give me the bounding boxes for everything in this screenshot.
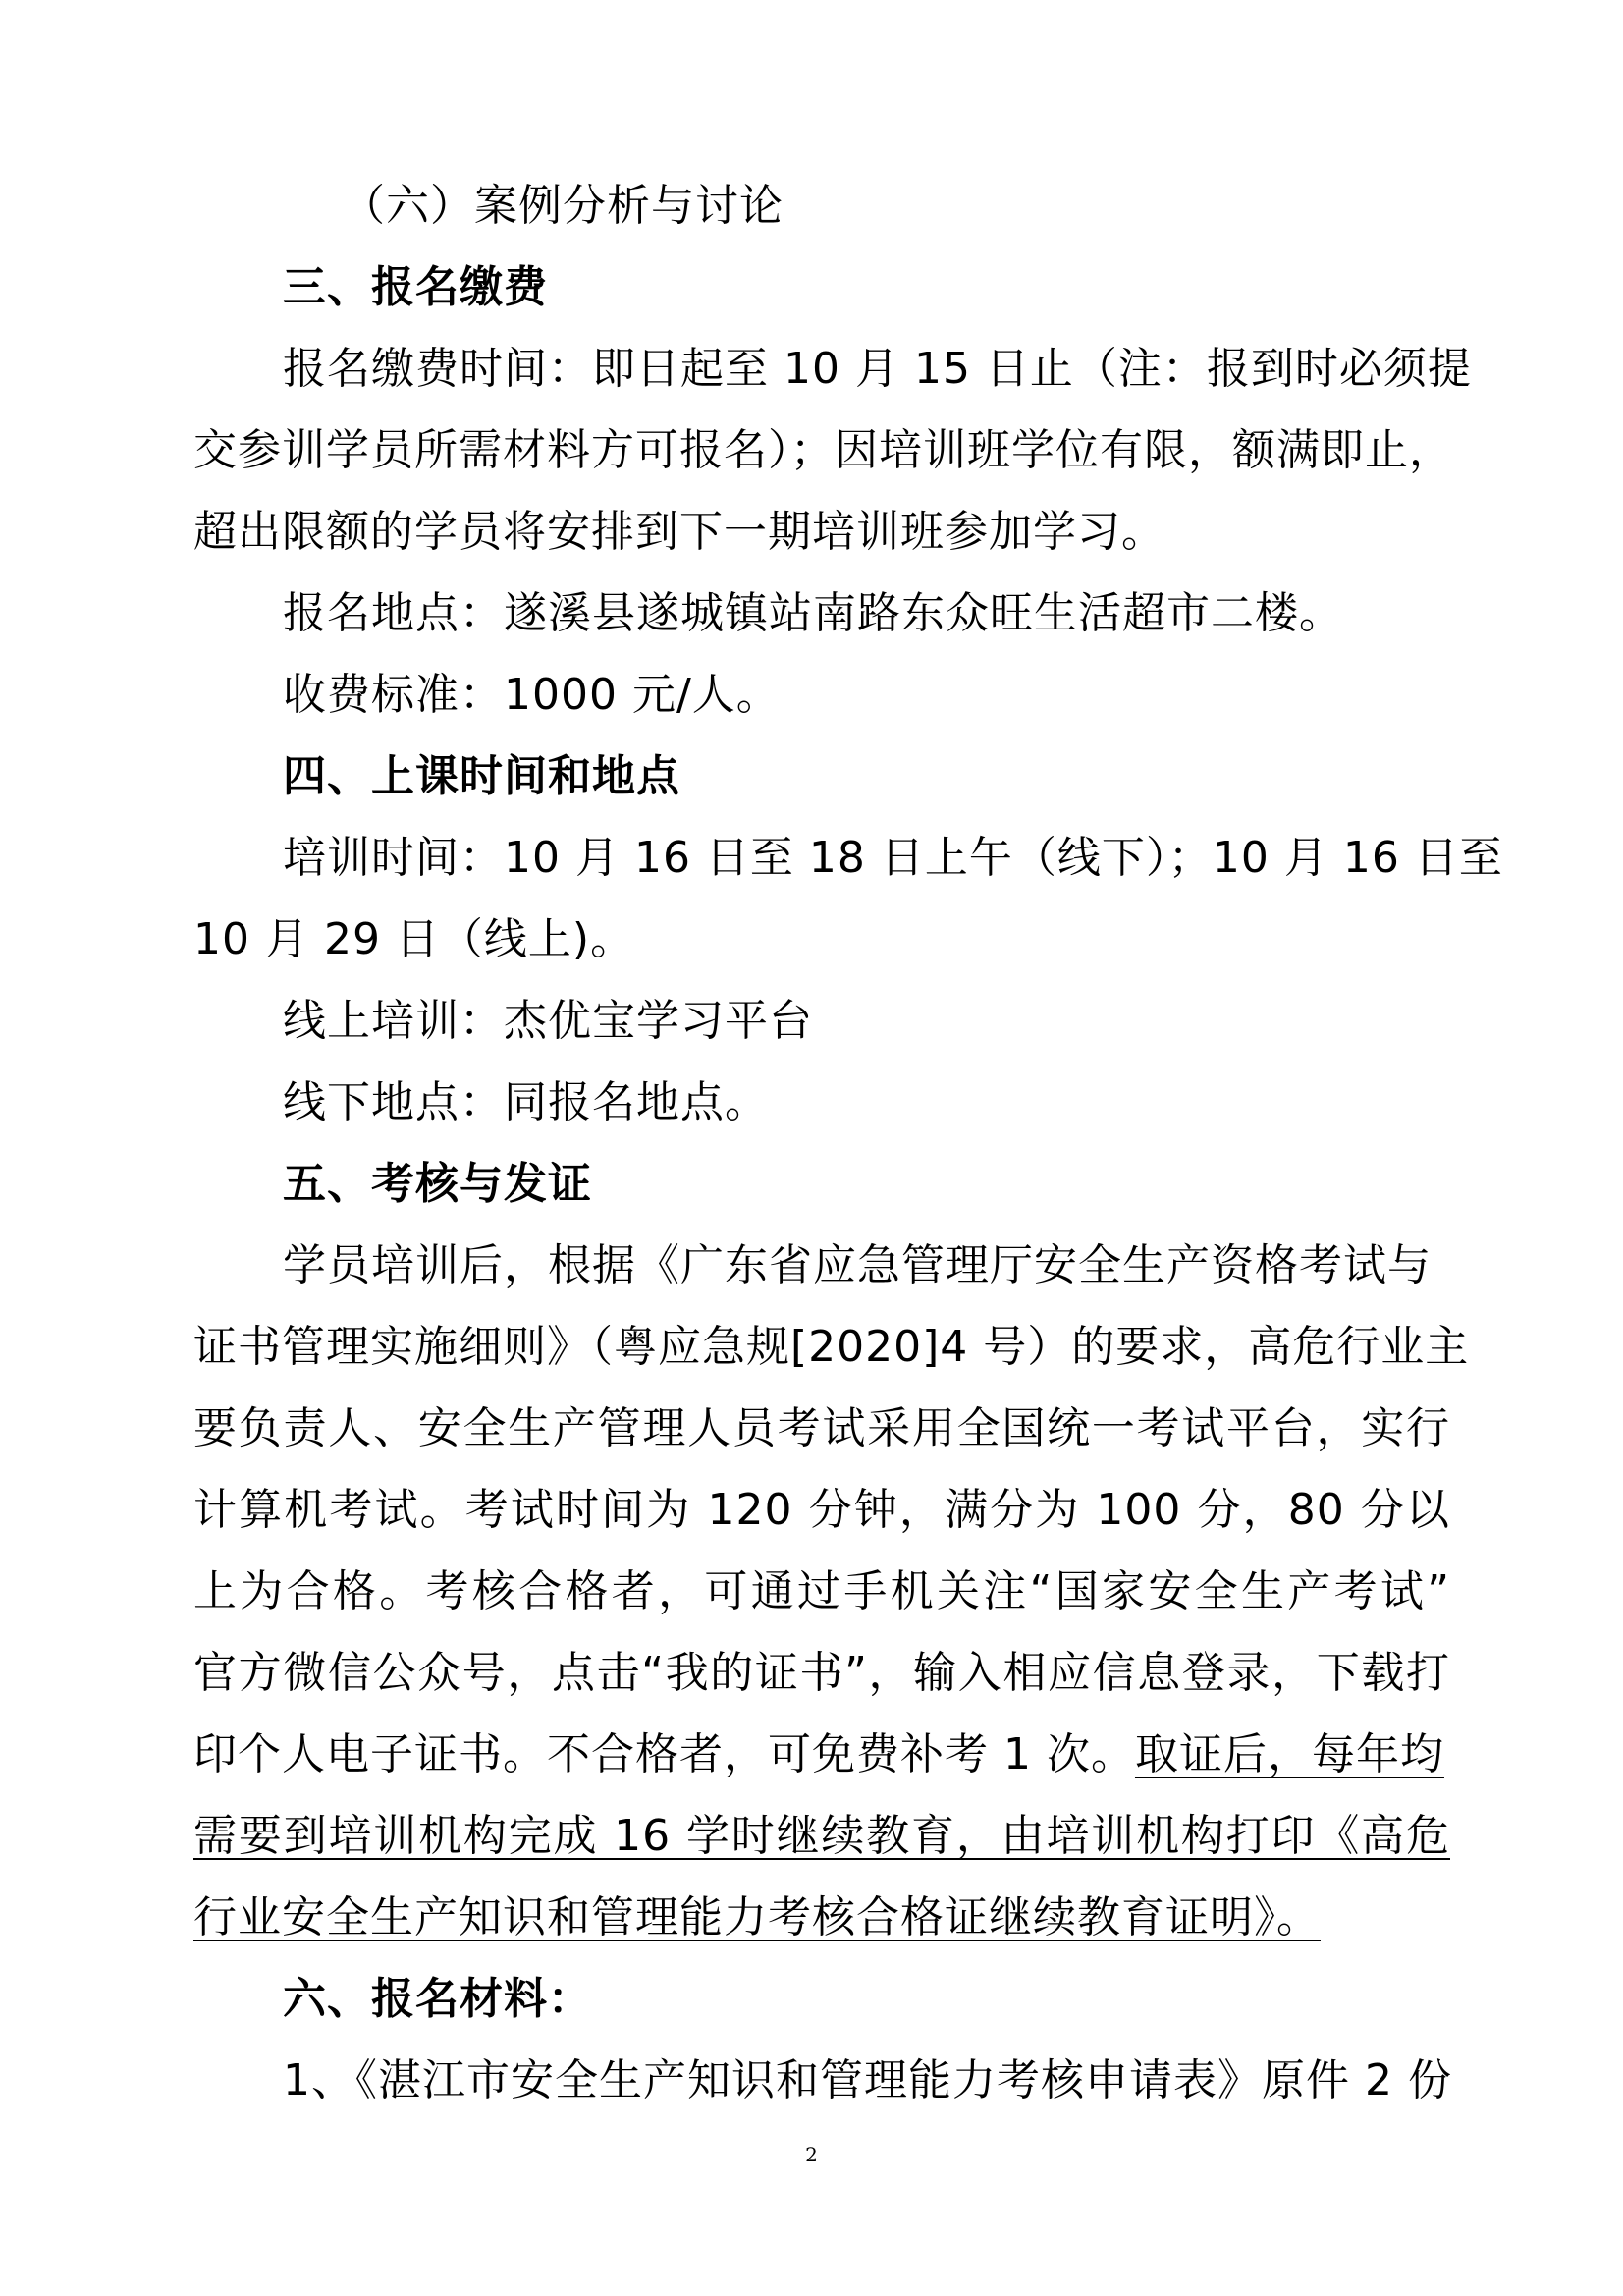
paragraph-line: 官方微信公众号，点击“我的证书”，输入相应信息登录，下载打 <box>193 1648 1450 1698</box>
heading-registration-fee: 三、报名缴费 <box>283 262 548 312</box>
heading-registration-materials: 六、报名材料： <box>283 1974 592 2024</box>
heading-class-time-location: 四、上课时间和地点 <box>283 751 680 801</box>
underlined-paragraph-line: 行业安全生产知识和管理能力考核合格证继续教育证明》。 <box>193 1892 1321 1942</box>
paragraph-line: 证书管理实施细则》（粤应急规[2020]4 号）的要求，高危行业主 <box>193 1322 1470 1372</box>
paragraph-line: 超出限额的学员将安排到下一期培训班参加学习。 <box>193 507 1165 557</box>
page-number: 2 <box>805 2143 818 2166</box>
underlined-text: 取证后，每年均 <box>1134 1729 1444 1779</box>
underlined-paragraph-line: 需要到培训机构完成 16 学时继续教育，由培训机构打印《高危 <box>193 1811 1450 1861</box>
paragraph-line: 上为合格。考核合格者，可通过手机关注“国家安全生产考试” <box>193 1566 1450 1616</box>
paragraph-line: 学员培训后，根据《广东省应急管理厅安全生产资格考试与 <box>283 1240 1432 1290</box>
offline-location: 线下地点：同报名地点。 <box>283 1077 769 1127</box>
plain-text: 印个人电子证书。不合格者，可免费补考 1 次。 <box>193 1729 1135 1779</box>
registration-location: 报名地点：遂溪县遂城镇站南路东众旺生活超市二楼。 <box>283 588 1343 638</box>
paragraph-line: 要负责人、安全生产管理人员考试采用全国统一考试平台，实行 <box>193 1403 1450 1453</box>
paragraph-line: 报名缴费时间：即日起至 10 月 15 日止（注：报到时必须提 <box>283 344 1472 394</box>
heading-assessment-certification: 五、考核与发证 <box>283 1159 592 1209</box>
paragraph-line: 计算机考试。考试时间为 120 分钟，满分为 100 分，80 分以 <box>193 1485 1450 1535</box>
materials-item: 1、《湛江市安全生产知识和管理能力考核申请表》原件 2 份 <box>283 2055 1452 2105</box>
fee-standard: 收费标准：1000 元/人。 <box>283 670 781 720</box>
paragraph-line: 交参训学员所需材料方可报名）；因培训班学位有限，额满即止， <box>193 425 1453 475</box>
section-item-case-analysis: （六）案例分析与讨论 <box>342 181 784 231</box>
paragraph-line: 培训时间：10 月 16 日至 18 日上午（线下）；10 月 16 日至 <box>283 833 1503 883</box>
paragraph-line: 10 月 29 日（线上)。 <box>193 914 635 964</box>
paragraph-line <box>193 1725 1450 1784</box>
online-training: 线上培训：杰优宝学习平台 <box>283 996 813 1046</box>
